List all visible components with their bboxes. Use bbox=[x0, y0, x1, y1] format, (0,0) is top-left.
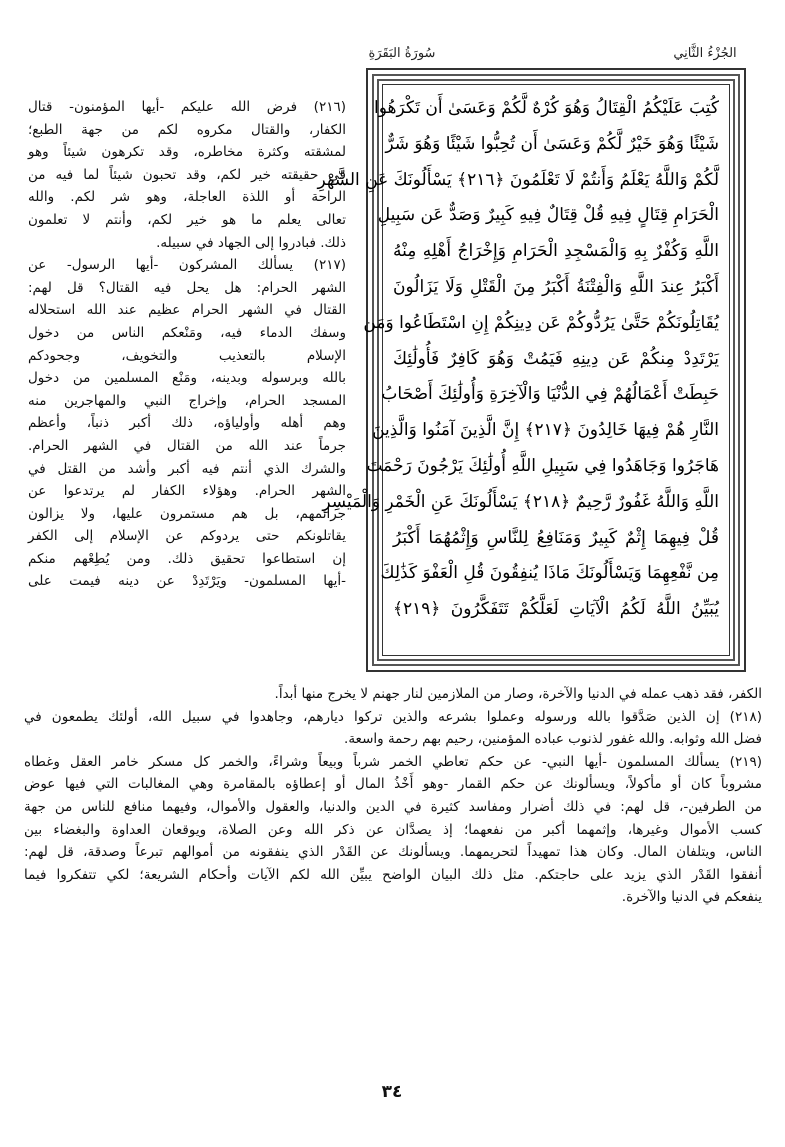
tafsir-line: (٢١٧) يسألك المشركون -أيها الرسول- عن bbox=[28, 257, 346, 274]
tafsir-side-column bbox=[28, 96, 346, 593]
tafsir-line: المسجد الحرام، وإخراج النبي والمهاجرين منه bbox=[28, 392, 346, 409]
tafsir-line: الراحة أو اللذة العاجلة، وهو شر لكم. والله bbox=[28, 189, 346, 206]
tafsir-line: مشروباً كان أو مأكولاً، ويسألونك عن حكم القمار -وهو أَخْذُ المال أو إعطاؤه بالمقامرة وهي المغالبات التي فيها عوض bbox=[24, 776, 762, 793]
tafsir-line: والشرك الذي أنتم فيه أكبر وأشد من القتل في bbox=[28, 460, 346, 477]
tafsir-line: تعالى يعلم ما هو خير لكم، وأنتم لا تعلمون bbox=[28, 211, 346, 228]
tafsir-line: وسفك الدماء فيه، ومَنْعكم الناس من دخول bbox=[28, 324, 346, 341]
tafsir-line: ذلك. فبادروا إلى الجهاد في سبيله. bbox=[156, 234, 346, 251]
tafsir-line: الكفر، فقد ذهب عمله في الدنيا والآخرة، وصار من الملازمين لنار جهنم لا يخرج منها أبداً. bbox=[274, 686, 762, 702]
quran-frame-border bbox=[317, 74, 740, 666]
tafsir-line: وهم أهله وأولياؤه، ذلك أكبر ذنباً، وأعظم bbox=[28, 415, 346, 432]
tafsir-line: لمشقته وكثرة مخاطره، وقد تكرهون شيئاً وهو bbox=[28, 144, 346, 161]
page-number: ٣٤ bbox=[381, 1082, 403, 1102]
tafsir-line: جرائمهم، بل هم مستمرون عليها، ولا يزالون bbox=[28, 505, 346, 522]
quran-line: شَيْئًا وَهُوَ خَيْرٌ لَّكُمْ وَعَسَىٰ أَن تُحِبُّوا شَيْئًا وَهُوَ شَرٌّ bbox=[385, 133, 719, 154]
quran-line: مِن نَّفْعِهِمَا وَيَسْأَلُونَكَ مَاذَا يُنفِقُونَ قُلِ الْعَفْوَ كَذَٰلِكَ bbox=[380, 563, 719, 584]
tafsir-line: الشهر الحرام: هل يحل فيه القتال؟ قل لهم: bbox=[28, 279, 346, 296]
tafsir-line: (٢١٦) فرض الله عليكم -أيها المؤمنون- قتال bbox=[28, 99, 346, 115]
tafsir-line: في حقيقته خير لكم، وقد تحبون شيئاً لما فيه من bbox=[28, 166, 346, 183]
quran-line: لَّكُمْ وَاللَّهُ يَعْلَمُ وَأَنتُمْ لَا تَعْلَمُونَ ﴿٢١٦﴾ يَسْأَلُونَكَ عَنِ الشَّهْرِ bbox=[317, 169, 719, 190]
quran-line: أَكْبَرُ عِندَ اللَّهِ وَالْفِتْنَةُ أَكْبَرُ مِنَ الْقَتْلِ وَلَا يَزَالُونَ bbox=[393, 276, 719, 297]
tafsir-line: فضل الله وثوابه. والله غفور لذنوب عباده المؤمنين، رحيم بهم رحمة واسعة. bbox=[344, 731, 762, 748]
tafsir-line: أنفقوا القَدْر الذي يزيد على حاجتكم. مثل ذلك البيان الواضح يبيِّن الله لكم الآيات وأحكام الشريعة؛ لكي تتفكروا فيما bbox=[24, 866, 762, 883]
quran-frame bbox=[317, 68, 746, 672]
quran-text-block bbox=[317, 84, 730, 656]
quran-line: يُبَيِّنُ اللَّهُ لَكُمُ الْآيَاتِ لَعَلَّكُمْ تَتَفَكَّرُونَ ﴿٢١٩﴾ bbox=[393, 599, 719, 620]
tafsir-line: الكفار، والقتال مكروه لكم من جهة الطبع؛ bbox=[28, 121, 346, 138]
tafsir-line: الناس، ويتلفان المال. وكان هذا تمهيداً لتحريمهما. ويسألونك عن القَدْر الذي ينفقونه من أموالهم تبرعاً وصدقة، قل لهم: bbox=[24, 844, 762, 861]
tafsir-line: الشهر الحرام. وهؤلاء الكفار لم يرتدعوا عن bbox=[28, 483, 346, 500]
tafsir-line: الإسلام بالتعذيب والتخويف، وجحودكم bbox=[28, 347, 346, 364]
tafsir-line: ينفعكم في الدنيا والآخرة. bbox=[621, 889, 762, 906]
quran-line: قُلْ فِيهِمَا إِثْمٌ كَبِيرٌ وَمَنَافِعُ لِلنَّاسِ وَإِثْمُهُمَا أَكْبَرُ bbox=[393, 527, 719, 548]
tafsir-line: بالله وبرسوله وبدينه، ومَنْع المسلمين من دخول bbox=[28, 370, 346, 387]
tafsir-line: (٢١٩) يسألك المسلمون -أيها النبي- عن حكم تعاطي الخمر شرباً وبيعاً وشراءً، والخمر كل مسكر خامر العقل وغطاه bbox=[24, 753, 762, 770]
tafsir-line: القتال في الشهر الحرام عظيم عند الله استحلاله bbox=[28, 302, 346, 319]
tafsir-line: إن استطاعوا تحقيق ذلك. ومن يُطِعْهم منكم bbox=[28, 550, 346, 567]
tafsir-full-width bbox=[24, 683, 762, 909]
tafsir-line: يقاتلونكم حتى يردوكم عن الإسلام إلى الكفر bbox=[28, 528, 346, 545]
tafsir-line: كسب الأموال وغيرها، وإثمهما أكبر من نفعهما؛ إذ يصدَّان عن ذكر الله وعن الصلاة، ويوقعان العداوة والبغضاء بين bbox=[24, 821, 762, 838]
quran-line: حَبِطَتْ أَعْمَالُهُمْ فِي الدُّنْيَا وَالْآخِرَةِ وَأُولَٰئِكَ أَصْحَابُ bbox=[381, 384, 719, 405]
quran-line: كُتِبَ عَلَيْكُمُ الْقِتَالُ وَهُوَ كُرْهٌ لَّكُمْ وَعَسَىٰ أَن تَكْرَهُوا bbox=[374, 98, 719, 118]
quran-line: يُقَاتِلُونَكُمْ حَتَّىٰ يَرُدُّوكُمْ عَن دِينِكُمْ إِنِ اسْتَطَاعُوا وَمَن bbox=[363, 312, 719, 333]
tafsir-line: من الطرفين-، قل لهم: في ذلك أضرار ومفاسد كثيرة في الدين والدنيا، والعقول والأموال، وفيهما منافع للناس من جهة bbox=[24, 798, 762, 815]
quran-line: الْحَرَامِ قِتَالٍ فِيهِ قُلْ قِتَالٌ فِيهِ كَبِيرٌ وَصَدٌّ عَن سَبِيلِ bbox=[377, 205, 719, 226]
tafsir-line: -أيها المسلمون- ويَرْتَدِدْ عن دينه فيمت على bbox=[28, 573, 346, 590]
quran-line: النَّارِ هُمْ فِيهَا خَالِدُونَ ﴿٢١٧﴾ إِنَّ الَّذِينَ آمَنُوا وَالَّذِينَ bbox=[372, 420, 719, 441]
surah-header: سُورَةُ البَقَرَةِ bbox=[368, 46, 436, 61]
quran-line: اللَّهِ وَاللَّهُ غَفُورٌ رَّحِيمٌ ﴿٢١٨﴾ يَسْأَلُونَكَ عَنِ الْخَمْرِ وَالْمَيْسِرِ bbox=[322, 491, 719, 512]
tafsir-line: (٢١٨) إن الذين صَدَّقوا بالله ورسوله وعملوا بشرعه والذين تركوا ديارهم، وجاهدوا في سبيل الله، أولئك يطمعون في bbox=[24, 708, 762, 725]
quran-line: اللَّهِ وَكُفْرٌ بِهِ وَالْمَسْجِدِ الْحَرَامِ وَإِخْرَاجُ أَهْلِهِ مِنْهُ bbox=[393, 241, 719, 262]
tafsir-line: جرماً عند الله من القتال في الشهر الحرام. bbox=[28, 437, 346, 454]
juz-header: الجُزْءُ الثَّانِي bbox=[673, 46, 737, 61]
quran-line: هَاجَرُوا وَجَاهَدُوا فِي سَبِيلِ اللَّهِ أُولَٰئِكَ يَرْجُونَ رَحْمَتَ bbox=[366, 455, 719, 476]
quran-line: يَرْتَدِدْ مِنكُمْ عَن دِينِهِ فَيَمُتْ وَهُوَ كَافِرٌ فَأُولَٰئِكَ bbox=[393, 348, 719, 369]
